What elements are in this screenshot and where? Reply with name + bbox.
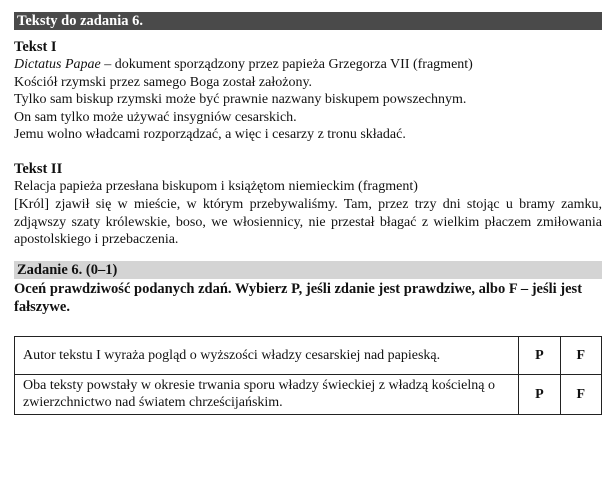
texts-header: Teksty do zadania 6. — [14, 12, 602, 30]
task-instruction: Oceń prawdziwość podanych zdań. Wybierz P, jeśli zdanie jest prawdziwe, albo F – jeśli jest fałszywe. — [14, 280, 583, 315]
text1-heading: Tekst I — [14, 39, 57, 55]
text2-body: [Król] zjawił się w mieście, w którym przebywaliśmy. Tam, przez trzy dni stojąc u bramy zamku, zdjąwszy szaty królewskie, boso, we włosiennicy, nie przestał błagać z wielkim płaczem zmiłowania apostolskiego i przebaczenia. — [14, 197, 602, 247]
text1-line: Jemu wolno władcami rozporządzać, a więc i cesarzy z tronu składać. — [14, 127, 406, 142]
text1-subtitle-italic: Dictatus Papae — [14, 57, 101, 72]
statement-text: Oba teksty powstały w okresie trwania sporu władzy świeckiej z władzą kościelną o zwierzchnictwo nad światem chrześcijańskim. — [15, 374, 519, 414]
false-option[interactable]: F — [560, 374, 601, 414]
table-row — [15, 374, 602, 414]
text1-subtitle-rest: – dokument sporządzony przez papieża Grzegorza VII (fragment) — [100, 57, 473, 72]
text1-line: Kościół rzymski przez samego Boga został założony. — [14, 74, 313, 90]
text2-heading: Tekst II — [14, 160, 63, 177]
exam-page — [14, 12, 602, 415]
true-option[interactable]: P — [519, 336, 560, 374]
false-option[interactable]: F — [560, 336, 601, 374]
table-row — [15, 336, 602, 374]
task-header: Zadanie 6. (0–1) — [14, 261, 602, 279]
text2-subtitle: Relacja papieża przesłana biskupom i książętom niemieckim (fragment) — [14, 178, 418, 194]
text1-line: Tylko sam biskup rzymski może być prawnie nazwany biskupem powszechnym. — [14, 92, 467, 107]
true-false-table — [14, 336, 602, 415]
text1-subtitle — [14, 56, 602, 74]
true-option[interactable]: P — [519, 374, 560, 414]
text1-line: On sam tylko może używać insygniów cesarskich. — [14, 109, 297, 125]
statement-text: Autor tekstu I wyraża pogląd o wyższości władzy cesarskiej nad papieską. — [15, 336, 519, 374]
